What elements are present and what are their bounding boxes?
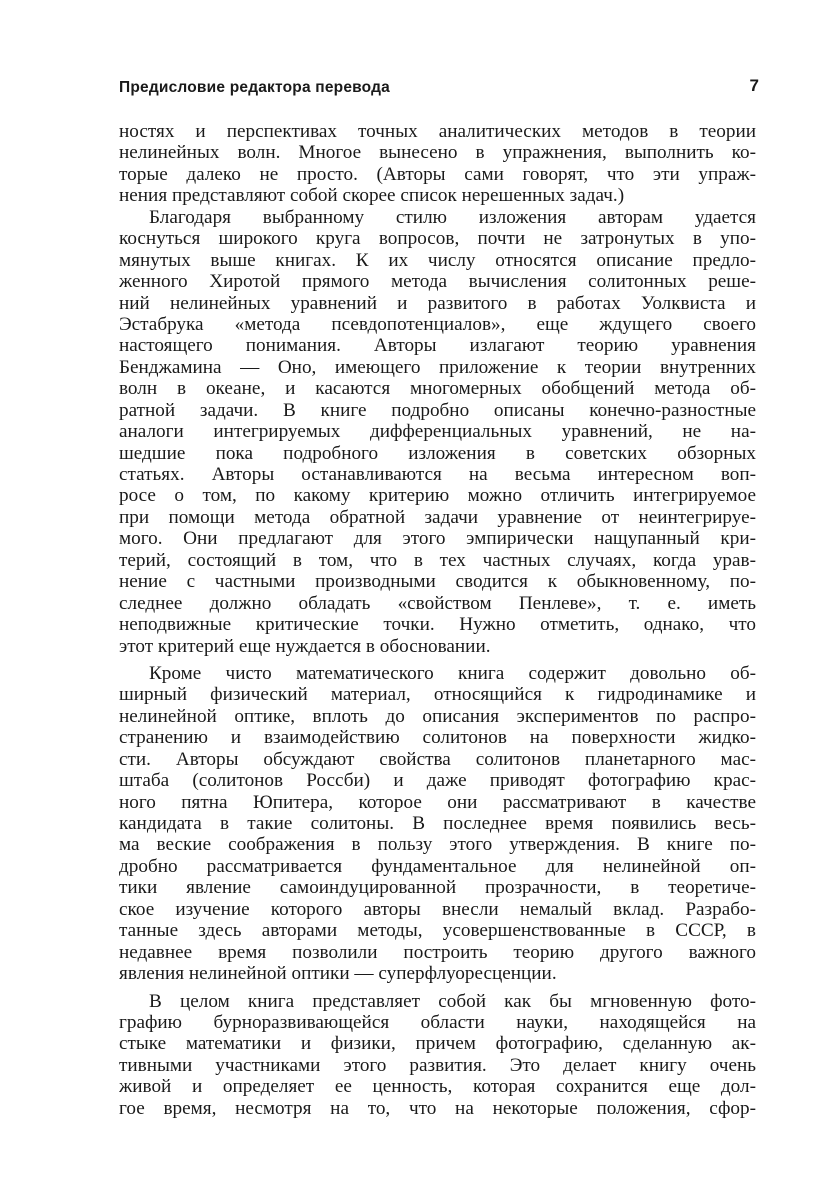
text-line: ма веские соображения в пользу этого утверждения. В книге по-	[119, 834, 756, 856]
text-line: ширный физический материал, относящийся к гидродинамике и	[119, 684, 756, 706]
text-line: тики явление самоиндуцированной прозрачности, в теоретиче-	[119, 877, 756, 899]
running-title: Предисловие редактора перевода	[119, 79, 390, 96]
text-line: ское изучение которого авторы внесли немалый вклад. Разрабо-	[119, 898, 756, 920]
text-line: живой и определяет ее ценность, которая сохранится еще дол-	[119, 1076, 756, 1098]
text-line: кандидата в такие солитоны. В последнее время появились весь-	[119, 813, 756, 834]
page-header	[119, 77, 759, 103]
text-line: ного пятна Юпитера, которое они рассматривают в качестве	[119, 791, 756, 813]
text-line: нение с частными производными сводится к обыкновенному, по-	[119, 571, 756, 593]
text-line: при помощи метода обратной задачи уравнение от неинтегрируе-	[119, 506, 756, 528]
page-number: 7	[749, 76, 759, 95]
text-line: Эстабрука «метода псевдопотенциалов», еще ждущего своего	[119, 313, 756, 335]
text-line: мого. Они предлагают для этого эмпирически нащупанный кри-	[119, 528, 756, 550]
text-line: торые далеко не просто. (Авторы сами говорят, что эти упраж-	[119, 163, 756, 185]
text-line: танные здесь авторами методы, усовершенствованные в СССР, в	[119, 920, 756, 942]
paragraph	[119, 663, 756, 985]
text-line: следнее должно обладать «свойством Пенлеве», т. е. иметь	[119, 592, 756, 614]
text-line: ний нелинейных уравнений и развитого в работах Уолквиста и	[119, 292, 756, 314]
text-line: нения представляют собой скорее список нерешенных задач.)	[119, 185, 625, 207]
text-line: гое время, несмотря на то, что на некоторые положения, сфор-	[119, 1097, 756, 1119]
text-line: Благодаря выбранному стилю изложения авторам удается	[149, 206, 756, 228]
text-line: недавнее время позволили построить теорию другого важного	[119, 941, 756, 963]
text-line: коснуться широкого круга вопросов, почти не затронутых в упо-	[119, 228, 756, 250]
text-line: Бенджамина — Оно, имеющего приложение к теории внутренних	[119, 356, 756, 378]
body-text	[119, 121, 756, 1119]
text-line: статьях. Авторы останавливаются на весьма интересном воп-	[119, 464, 756, 485]
text-line: В целом книга представляет собой как бы мгновенную фото-	[149, 990, 756, 1012]
text-line: штаба (солитонов Россби) и даже приводят фотографию крас-	[119, 770, 756, 792]
text-line: дробно рассматривается фундаментальное для нелинейной оп-	[119, 855, 756, 877]
text-line: этот критерий еще нуждается в обосновании.	[119, 635, 491, 657]
text-line: нелинейных волн. Многое вынесено в упражнения, выполнить ко-	[119, 142, 756, 164]
text-line: стыке математики и физики, причем фотографию, сделанную ак-	[119, 1033, 756, 1055]
paragraph	[119, 207, 756, 657]
text-line: шедшие пока подробного изложения в советских обзорных	[119, 442, 756, 464]
text-line: аналоги интегрируемых дифференциальных уравнений, не на-	[119, 421, 756, 443]
text-line: терий, состоящий в том, что в тех частных случаях, когда урав-	[119, 549, 756, 571]
text-line: волн в океане, и касаются многомерных обобщений метода об-	[119, 378, 756, 400]
text-line: явления нелинейной оптики — суперфлуоресценции.	[119, 963, 557, 985]
paragraph	[119, 121, 756, 207]
text-line: тивными участниками этого развития. Это делает книгу очень	[119, 1054, 756, 1076]
text-line: нелинейной оптике, вплоть до описания экспериментов по распро-	[119, 705, 756, 727]
text-line: Кроме чисто математического книга содержит довольно об-	[149, 662, 756, 684]
text-line: графию бурноразвивающейся области науки, находящейся на	[119, 1011, 756, 1033]
text-line: ратной задачи. В книге подробно описаны конечно-разностные	[119, 399, 756, 421]
text-line: мянутых выше книгах. К их числу относятся описание предло-	[119, 249, 756, 271]
text-line: росе о том, по какому критерию можно отличить интегрируемое	[119, 485, 756, 507]
text-line: ностях и перспективах точных аналитических методов в теории	[119, 121, 756, 142]
paragraph	[119, 991, 756, 1120]
text-line: неподвижные критические точки. Нужно отметить, однако, что	[119, 614, 756, 636]
text-line: настоящего понимания. Авторы излагают теорию уравнения	[119, 335, 756, 357]
text-line: сти. Авторы обсуждают свойства солитонов планетарного мас-	[119, 748, 756, 770]
text-line: женного Хиротой прямого метода вычисления солитонных реше-	[119, 271, 756, 293]
text-line: странению и взаимодействию солитонов на поверхности жидко-	[119, 727, 756, 749]
